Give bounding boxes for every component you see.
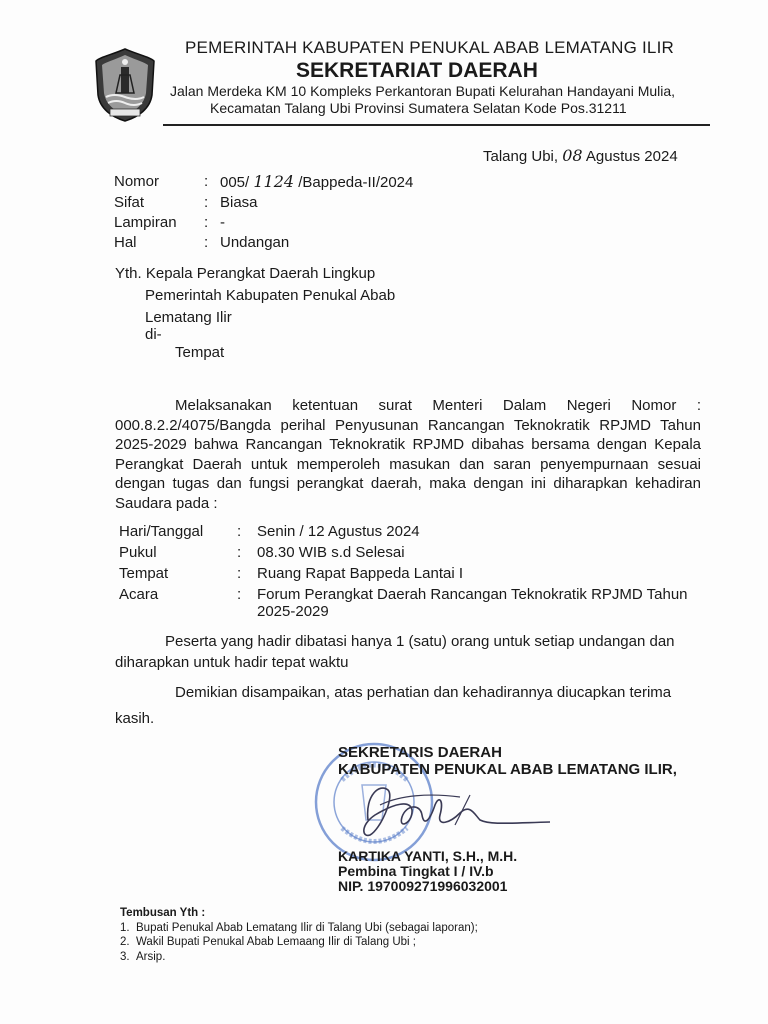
- number-prefix: 005/: [220, 174, 254, 191]
- recipient-line: Pemerintah Kabupaten Penukal Abab: [145, 287, 396, 304]
- address-line-1: Jalan Merdeka KM 10 Kompleks Perkantoran Bupati Kelurahan Handayani Mulia,: [170, 83, 676, 99]
- schedule-value: Senin / 12 Agustus 2024: [257, 523, 420, 540]
- letter-meta: [114, 172, 413, 253]
- recipient-place: Tempat: [175, 344, 225, 361]
- number-suffix: /Bappeda-II/2024: [294, 174, 414, 191]
- schedule-value: 08.30 WIB s.d Selesai: [257, 544, 405, 561]
- meta-label: Nomor: [114, 173, 160, 190]
- schedule-label: Tempat: [119, 565, 169, 582]
- handwritten-day: 08: [562, 146, 583, 165]
- schedule-row: [119, 563, 697, 584]
- schedule-table: [119, 521, 697, 622]
- city: Talang Ubi,: [483, 148, 559, 165]
- list-number: 2.: [120, 936, 130, 948]
- meta-label: Sifat: [114, 194, 145, 211]
- government-name: PEMERINTAH KABUPATEN PENUKAL ABAB LEMATANG ILIR: [185, 38, 674, 57]
- meta-colon: :: [204, 173, 209, 190]
- meta-label: Hal: [114, 234, 137, 251]
- list-item: [120, 935, 478, 950]
- schedule-colon: :: [237, 565, 242, 582]
- list-item: [120, 950, 478, 965]
- regency-emblem-icon: [94, 47, 156, 123]
- meta-value: Undangan: [220, 234, 290, 251]
- signatory-title-2: KABUPATEN PENUKAL ABAB LEMATANG ILIR,: [338, 761, 677, 778]
- list-number: 1.: [120, 921, 130, 934]
- signatory-nip: NIP. 197009271996032001: [338, 878, 508, 894]
- meta-row-sifat: [114, 193, 413, 213]
- month-year: Agustus 2024: [585, 148, 678, 165]
- meta-colon: :: [204, 194, 209, 211]
- schedule-label: Pukul: [119, 544, 157, 561]
- meta-row-lampiran: [114, 213, 413, 233]
- copies-title: Tembusan Yth :: [120, 907, 206, 919]
- recipient-line: Lematang Ilir: [145, 309, 232, 326]
- office-name: SEKRETARIAT DAERAH: [296, 59, 538, 82]
- schedule-row: [119, 521, 697, 542]
- schedule-value: Forum Perangkat Daerah Rancangan Teknokratik RPJMD Tahun 2025-2029: [257, 586, 688, 620]
- schedule-label: Acara: [119, 586, 159, 603]
- signatory-title: [338, 744, 677, 778]
- recipient-di: di-: [145, 326, 162, 343]
- recipient-line: Yth. Kepala Perangkat Daerah Lingkup: [115, 265, 376, 282]
- list-item: [120, 921, 478, 936]
- closing-paragraph: Demikian disampaikan, atas perhatian dan kehadirannya diucapkan terima kasih.: [115, 684, 672, 727]
- recipient-block: [115, 263, 395, 329]
- meta-value: Biasa: [220, 194, 258, 211]
- handwritten-signature: [340, 775, 560, 850]
- schedule-value: Ruang Rapat Bappeda Lantai I: [257, 565, 463, 582]
- list-text: Arsip.: [136, 950, 166, 963]
- address-line-2: Kecamatan Talang Ubi Provinsi Sumatera Selatan Kode Pos.31211: [210, 100, 627, 116]
- meta-label: Lampiran: [114, 214, 177, 231]
- list-text: Bupati Penukal Abab Lematang Ilir di Talang Ubi (sebagai laporan);: [136, 921, 478, 934]
- signatory-name: KARTIKA YANTI, S.H., M.H.: [338, 848, 518, 864]
- meta-colon: :: [204, 214, 209, 231]
- signatory-rank: Pembina Tingkat I / IV.b: [338, 863, 494, 879]
- signatory-title-1: SEKRETARIS DAERAH: [338, 744, 502, 761]
- handwritten-number: 1124: [253, 172, 295, 191]
- letterhead-divider: [163, 124, 710, 126]
- list-text: Wakil Bupati Penukal Abab Lemaang Ilir di Talang Ubi ;: [136, 936, 416, 948]
- schedule-label: Hari/Tanggal: [119, 523, 204, 540]
- meta-value: [220, 172, 413, 193]
- schedule-row: [119, 542, 697, 563]
- meta-value: -: [220, 214, 225, 231]
- list-number: 3.: [120, 950, 130, 963]
- signatory-identity: [338, 849, 517, 894]
- body-text: Melaksanakan ketentuan surat Menteri Dalam Negeri Nomor : 000.8.2.2/4075/Bangda perihal Penyusunan Rancangan Teknokratik RPJMD Tahun 2025-2029 bahwa Rancangan Teknokratik RPJMD dibahas bersama dengan Kepala Perangkat Daerah untuk memperoleh masukan dan saran penyempurnaan sesuai dengan tugas dan fungsi perangkat daerah, maka dengan ini diharapkan kehadiran Saudara pada :: [115, 397, 701, 512]
- meta-row-hal: [114, 233, 413, 253]
- body-paragraph: [115, 396, 701, 513]
- place-date: [483, 146, 678, 165]
- schedule-row: [119, 584, 697, 622]
- copies-list: [120, 906, 478, 964]
- meta-row-nomor: [114, 172, 413, 193]
- schedule-colon: :: [237, 586, 242, 603]
- schedule-colon: :: [237, 544, 242, 561]
- meta-colon: :: [204, 234, 209, 251]
- attendance-paragraph: Peserta yang hadir dibatasi hanya 1 (satu) orang untuk setiap undangan dan diharapkan untuk hadir tepat waktu: [115, 633, 675, 671]
- schedule-colon: :: [237, 523, 242, 540]
